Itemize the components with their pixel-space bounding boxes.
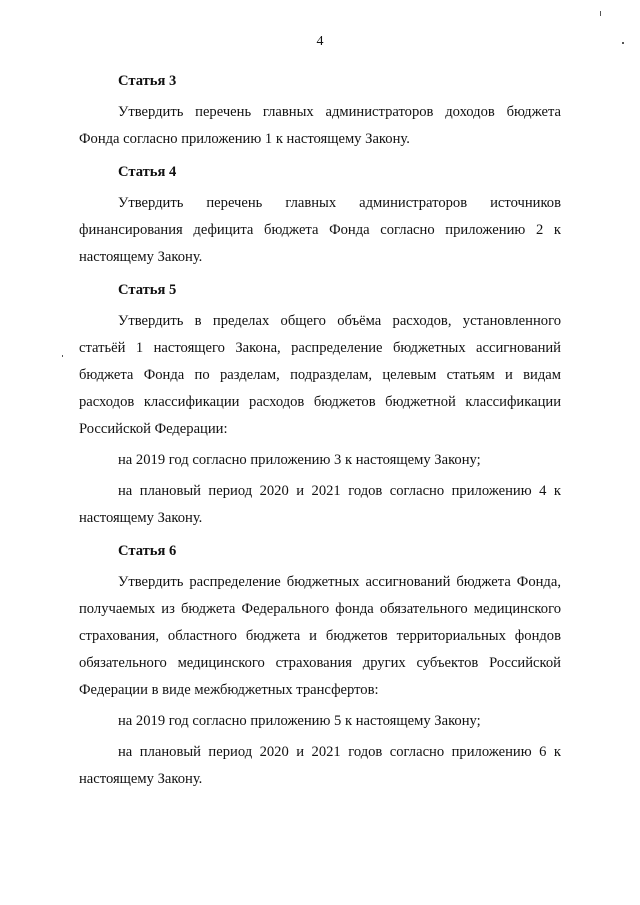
article-4-text: Утвердить перечень главных администраторов источников финансирования дефицита бюджета Фонда согласно приложению 2 к настоящему Закону. <box>79 195 561 265</box>
article-5 <box>79 277 561 532</box>
article-6-text: Утвердить распределение бюджетных ассигнований бюджета Фонда, получаемых из бюджета Федерального фонда обязательного медицинского страхования, областного бюджета и бюджетов территориальных фондов обязательного медицинского страхования других субъектов Российской Федерации в виде межбюджетных трансфертов: <box>79 574 561 698</box>
document-body <box>79 68 561 797</box>
article-5-title: Статья 5 <box>118 282 177 298</box>
article-5-item-1: на 2019 год согласно приложению 3 к настоящему Закону; <box>118 452 481 468</box>
scan-speck <box>622 42 624 44</box>
article-6-title: Статья 6 <box>118 543 177 559</box>
article-3 <box>79 68 561 153</box>
scan-speck <box>62 355 63 357</box>
article-6-item-1: на 2019 год согласно приложению 5 к настоящему Закону; <box>118 713 481 729</box>
article-6 <box>79 538 561 793</box>
article-6-item-2: на плановый период 2020 и 2021 годов согласно приложению 6 к настоящему Закону. <box>79 744 561 787</box>
article-4 <box>79 159 561 271</box>
page-number: 4 <box>316 34 324 49</box>
article-3-title: Статья 3 <box>118 73 177 89</box>
article-5-item-2: на плановый период 2020 и 2021 годов согласно приложению 4 к настоящему Закону. <box>79 483 561 526</box>
scan-speck <box>600 11 601 16</box>
article-3-text: Утвердить перечень главных администраторов доходов бюджета Фонда согласно приложению 1 к настоящему Закону. <box>79 104 561 147</box>
article-4-title: Статья 4 <box>118 164 177 180</box>
article-5-text: Утвердить в пределах общего объёма расходов, установленного статьёй 1 настоящего Закона, распределение бюджетных ассигнований бюджета Фонда по разделам, подразделам, целевым статьям и видам расходов классификации расходов бюджетов бюджетной классификации Российской Федерации: <box>79 313 561 437</box>
